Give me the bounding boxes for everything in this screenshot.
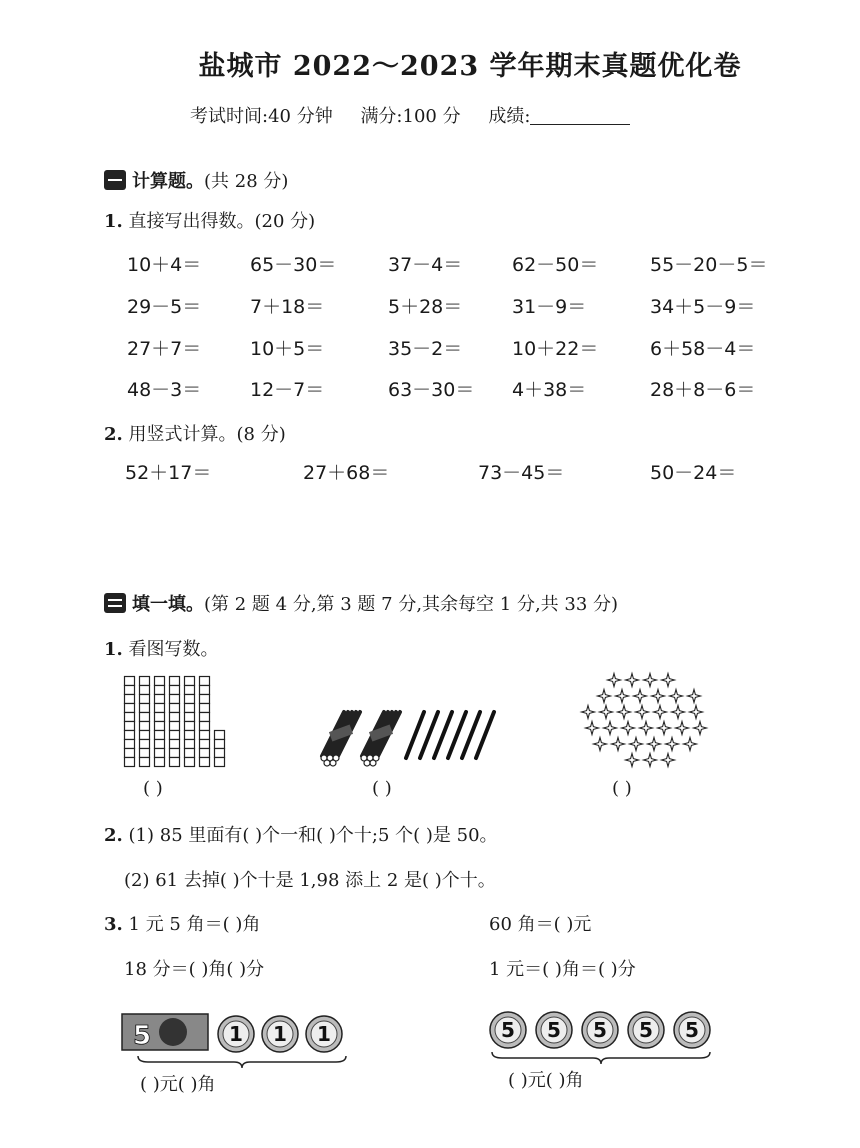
star bbox=[652, 690, 665, 703]
star bbox=[684, 738, 697, 751]
section2-title: 填一填。 bbox=[132, 594, 204, 615]
ten-rod bbox=[200, 677, 210, 767]
brace bbox=[138, 1056, 346, 1068]
s2-q2-line1-text: (1) 85 里面有( )个一和( )个十;5 个( )是 50。 bbox=[128, 825, 498, 846]
mental-math-item: 34＋5－9＝ bbox=[650, 296, 756, 318]
star bbox=[608, 674, 621, 687]
s2-q2-line1 bbox=[104, 821, 498, 847]
ten-rod bbox=[185, 677, 195, 767]
exam-info bbox=[190, 102, 652, 128]
star bbox=[658, 722, 671, 735]
stars-figure bbox=[576, 672, 716, 768]
s2-q2-number: 2. bbox=[104, 825, 123, 846]
star bbox=[662, 674, 675, 687]
five-jiao-coin bbox=[582, 1012, 618, 1048]
s2-q1-text: 看图写数。 bbox=[128, 639, 219, 660]
svg-text:5: 5 bbox=[501, 1018, 515, 1042]
svg-text:1: 1 bbox=[229, 1022, 243, 1046]
s2-q3-left1-text: 1 元 5 角＝( )角 bbox=[128, 914, 261, 935]
ten-rod bbox=[125, 677, 135, 767]
page-title: 盐城市 2022～2023 学年期末真题优化卷 bbox=[198, 51, 742, 82]
star bbox=[688, 690, 701, 703]
mental-math-item: 65－30＝ bbox=[250, 254, 337, 276]
s2-q1-number: 1. bbox=[104, 639, 123, 660]
svg-text:5: 5 bbox=[547, 1018, 561, 1042]
five-jiao-coin bbox=[674, 1012, 710, 1048]
counting-sticks-figure bbox=[318, 708, 498, 770]
section2-heading bbox=[104, 590, 618, 616]
star bbox=[694, 722, 707, 735]
svg-text:1: 1 bbox=[317, 1022, 331, 1046]
s1-q1-text: 直接写出得数。(20 分) bbox=[128, 211, 316, 232]
s2-q3-number: 3. bbox=[104, 914, 123, 935]
one-jiao-coin bbox=[262, 1016, 298, 1052]
svg-text:5: 5 bbox=[593, 1018, 607, 1042]
mental-math-item: 10＋22＝ bbox=[512, 338, 599, 360]
star bbox=[672, 706, 685, 719]
mental-math-item: 12－7＝ bbox=[250, 379, 325, 401]
mental-math-item: 48－3＝ bbox=[127, 379, 202, 401]
section1-title: 计算题。 bbox=[132, 171, 204, 192]
base-ten-blocks-figure bbox=[124, 676, 234, 768]
five-jiao-coin bbox=[490, 1012, 526, 1048]
section2-points: (第 2 题 4 分,第 3 题 7 分,其余每空 1 分,共 33 分) bbox=[204, 594, 619, 615]
star bbox=[662, 754, 675, 767]
mental-math-item: 6＋58－4＝ bbox=[650, 338, 756, 360]
score-blank[interactable] bbox=[530, 108, 630, 125]
svg-text:1: 1 bbox=[273, 1022, 287, 1046]
mental-math-item: 27＋7＝ bbox=[127, 338, 202, 360]
stars-answer-blank[interactable]: ( ) bbox=[612, 778, 632, 799]
ten-rod bbox=[140, 677, 150, 767]
vertical-calc-3: 73－45＝ bbox=[478, 462, 565, 484]
s2-q3-right1: 60 角＝( )元 bbox=[489, 914, 592, 935]
ones-cubes bbox=[215, 731, 225, 767]
star bbox=[616, 690, 629, 703]
section1-heading bbox=[104, 167, 288, 193]
mental-math-item: 63－30＝ bbox=[388, 379, 475, 401]
star bbox=[634, 690, 647, 703]
mental-math-item: 55－20－5＝ bbox=[650, 254, 768, 276]
star bbox=[654, 706, 667, 719]
svg-text:5: 5 bbox=[639, 1018, 653, 1042]
s1-q2-number: 2. bbox=[104, 424, 123, 445]
svg-text:5: 5 bbox=[132, 1021, 152, 1051]
blocks-answer-blank[interactable]: ( ) bbox=[143, 778, 163, 799]
star bbox=[612, 738, 625, 751]
single-sticks bbox=[406, 712, 494, 758]
vertical-calc-2: 27＋68＝ bbox=[303, 462, 390, 484]
score-label: 成绩: bbox=[488, 106, 531, 127]
section-one-badge-icon bbox=[104, 170, 126, 190]
star bbox=[640, 722, 653, 735]
brace bbox=[492, 1052, 710, 1064]
mental-math-item: 37－4＝ bbox=[388, 254, 463, 276]
star bbox=[600, 706, 613, 719]
s1-q2-text: 用竖式计算。(8 分) bbox=[128, 424, 286, 445]
star bbox=[644, 674, 657, 687]
mental-math-item: 10＋5＝ bbox=[250, 338, 325, 360]
mental-math-item: 31－9＝ bbox=[512, 296, 587, 318]
s2-q1-prompt bbox=[104, 635, 219, 661]
star bbox=[636, 706, 649, 719]
s2-q3-left1 bbox=[104, 910, 260, 936]
star bbox=[666, 738, 679, 751]
five-jiao-coin bbox=[628, 1012, 664, 1048]
sticks-answer-blank[interactable]: ( ) bbox=[372, 778, 392, 799]
star bbox=[622, 722, 635, 735]
ten-rod bbox=[155, 677, 165, 767]
full-score: 满分:100 分 bbox=[360, 106, 461, 127]
exam-time: 考试时间:40 分钟 bbox=[190, 106, 333, 127]
star bbox=[618, 706, 631, 719]
mental-math-item: 29－5＝ bbox=[127, 296, 202, 318]
one-jiao-coin bbox=[218, 1016, 254, 1052]
star bbox=[586, 722, 599, 735]
vertical-calc-1: 52＋17＝ bbox=[125, 462, 212, 484]
mental-math-item: 28＋8－6＝ bbox=[650, 379, 756, 401]
mental-math-item: 4＋38＝ bbox=[512, 379, 587, 401]
mental-math-item: 5＋28＝ bbox=[388, 296, 463, 318]
section-two-badge-icon bbox=[104, 593, 126, 613]
star bbox=[644, 754, 657, 767]
stick-bundle bbox=[321, 712, 360, 766]
section1-points: (共 28 分) bbox=[204, 171, 289, 192]
s1-q2-prompt bbox=[104, 420, 286, 446]
s1-q1-prompt bbox=[104, 207, 315, 233]
star bbox=[670, 690, 683, 703]
star bbox=[604, 722, 617, 735]
stick-bundle bbox=[361, 712, 400, 766]
star bbox=[690, 706, 703, 719]
mental-math-item: 10＋4＝ bbox=[127, 254, 202, 276]
s2-q3-left2: 18 分＝( )角( )分 bbox=[124, 959, 265, 980]
money-right-answer[interactable]: ( )元( )角 bbox=[508, 1070, 584, 1091]
mental-math-item: 7＋18＝ bbox=[250, 296, 325, 318]
money-left-figure bbox=[118, 1010, 358, 1068]
ten-rod bbox=[170, 677, 180, 767]
mental-math-item: 35－2＝ bbox=[388, 338, 463, 360]
star bbox=[626, 674, 639, 687]
money-left-answer[interactable]: ( )元( )角 bbox=[140, 1074, 216, 1095]
s2-q2-line2: (2) 61 去掉( )个十是 1,98 添上 2 是( )个十。 bbox=[124, 870, 496, 891]
star bbox=[594, 738, 607, 751]
star bbox=[676, 722, 689, 735]
star bbox=[626, 754, 639, 767]
star bbox=[582, 706, 595, 719]
s1-q1-number: 1. bbox=[104, 211, 123, 232]
star bbox=[630, 738, 643, 751]
star bbox=[598, 690, 611, 703]
one-jiao-coin bbox=[306, 1016, 342, 1052]
money-right-figure bbox=[486, 1008, 716, 1066]
star bbox=[648, 738, 661, 751]
five-jiao-coin bbox=[536, 1012, 572, 1048]
vertical-calc-4: 50－24＝ bbox=[650, 462, 737, 484]
mental-math-item: 62－50＝ bbox=[512, 254, 599, 276]
banknote bbox=[122, 1014, 208, 1051]
svg-text:5: 5 bbox=[685, 1018, 699, 1042]
s2-q3-right2: 1 元＝( )角＝( )分 bbox=[489, 959, 636, 980]
